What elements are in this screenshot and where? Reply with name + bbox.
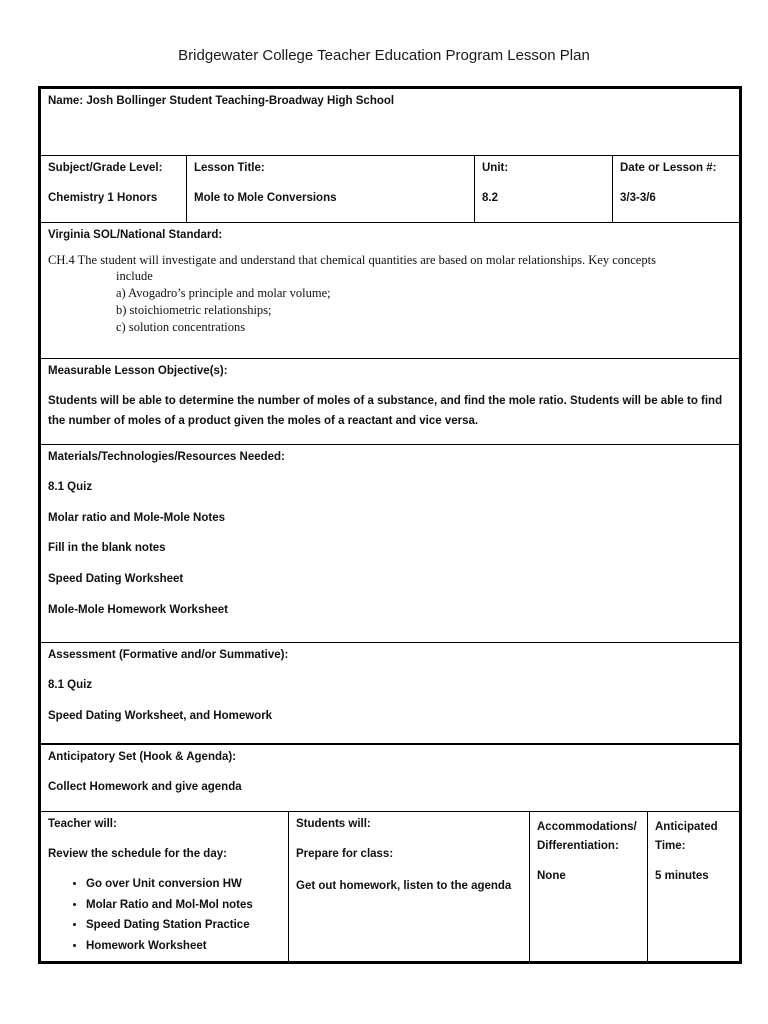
objective-row xyxy=(41,359,739,445)
subject-value: Chemistry 1 Honors xyxy=(48,192,158,204)
teacher-list-item: • Homework Worksheet xyxy=(86,936,282,957)
time-value: 5 minutes xyxy=(655,870,709,882)
date-cell xyxy=(613,156,739,222)
unit-header: Unit: xyxy=(482,162,509,174)
subject-header: Subject/Grade Level: xyxy=(48,162,163,174)
teacher-list-item: • Molar Ratio and Mol-Mol notes xyxy=(86,895,282,916)
materials-item: Mole-Mole Homework Worksheet xyxy=(48,604,228,616)
materials-item: Fill in the blank notes xyxy=(48,542,166,554)
unit-cell xyxy=(475,156,613,222)
teacher-intro: Review the schedule for the day: xyxy=(48,848,227,860)
materials-item: Speed Dating Worksheet xyxy=(48,573,184,585)
materials-row xyxy=(41,445,739,643)
teacher-list-item: • Go over Unit conversion HW xyxy=(86,874,282,895)
materials-item: Molar ratio and Mole-Mole Notes xyxy=(48,512,225,524)
subject-row xyxy=(41,156,739,223)
objective-text: Students will be able to determine the number of moles of a substance, and find the mole ratio. Students will be able to find the number of moles of a product given the moles of a reactant and vice versa. xyxy=(48,395,723,427)
sol-item: c) solution concentrations xyxy=(116,320,246,334)
lesson-title-header: Lesson Title: xyxy=(194,162,265,174)
objective-label: Measurable Lesson Objective(s): xyxy=(48,365,228,377)
students-text: Get out homework, listen to the agenda xyxy=(296,880,512,892)
sol-text: CH.4 The student will investigate and understand that chemical quantities are based on molar relationships. Key concepts xyxy=(48,253,656,267)
students-cell xyxy=(289,812,530,961)
sol-item: a) Avogadro’s principle and molar volume; xyxy=(116,286,331,300)
assessment-label: Assessment (Formative and/or Summative): xyxy=(48,649,289,661)
teacher-list xyxy=(48,874,282,956)
students-label: Students will: xyxy=(296,818,371,830)
assessment-item: Speed Dating Worksheet, and Homework xyxy=(48,710,273,722)
lesson-plan-table xyxy=(38,86,742,964)
teacher-label: Teacher will: xyxy=(48,818,117,830)
assessment-item: 8.1 Quiz xyxy=(48,679,93,691)
name-line: Name: Josh Bollinger Student Teaching-Broadway High School xyxy=(48,95,395,107)
anticipatory-text: Collect Homework and give agenda xyxy=(48,781,242,793)
activity-row xyxy=(41,812,739,961)
sol-row xyxy=(41,223,739,359)
sol-label: Virginia SOL/National Standard: xyxy=(48,229,223,241)
time-label: Anticipated Time: xyxy=(655,821,718,852)
lesson-title-cell xyxy=(187,156,475,222)
accommodations-cell xyxy=(530,812,648,961)
accommodations-label: Accommodations/ Differentiation: xyxy=(537,821,637,852)
date-value: 3/3-3/6 xyxy=(620,192,656,204)
subject-cell xyxy=(41,156,187,222)
unit-value: 8.2 xyxy=(482,192,498,204)
materials-item: 8.1 Quiz xyxy=(48,481,93,493)
date-header: Date or Lesson #: xyxy=(620,162,717,174)
time-cell xyxy=(648,812,739,961)
anticipatory-label: Anticipatory Set (Hook & Agenda): xyxy=(48,751,237,763)
accommodations-value: None xyxy=(537,870,566,882)
students-intro: Prepare for class: xyxy=(296,848,394,860)
materials-label: Materials/Technologies/Resources Needed: xyxy=(48,451,285,463)
lesson-title-value: Mole to Mole Conversions xyxy=(194,192,337,204)
assessment-row xyxy=(41,643,739,745)
teacher-cell xyxy=(41,812,289,961)
anticipatory-row xyxy=(41,745,739,812)
name-row xyxy=(41,89,739,156)
teacher-list-item: • Speed Dating Station Practice xyxy=(86,915,282,936)
page-title: Bridgewater College Teacher Education Program Lesson Plan xyxy=(178,47,590,64)
sol-item: b) stoichiometric relationships; xyxy=(116,303,272,317)
sol-include: include xyxy=(116,269,153,283)
